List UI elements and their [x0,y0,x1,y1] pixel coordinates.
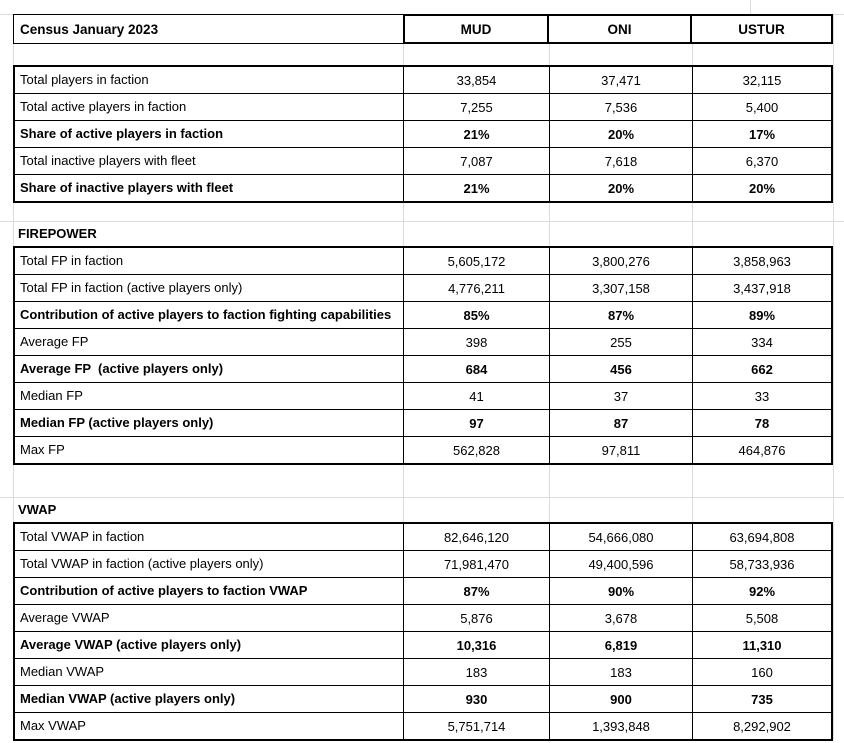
cell-ustur[interactable]: 63,694,808 [692,524,831,550]
cell-oni[interactable]: 37,471 [549,67,692,93]
table-row [15,437,831,463]
cell-oni[interactable]: 183 [549,659,692,685]
row-label[interactable]: Contribution of active players to faction VWAP [20,583,308,598]
row-label[interactable]: Total VWAP in faction [20,529,145,544]
table-section-block [13,522,833,741]
cell-mud[interactable]: 21% [403,121,549,147]
row-label[interactable]: Average VWAP (active players only) [20,637,242,652]
row-label[interactable]: Total active players in faction [20,99,187,114]
cell-oni[interactable]: 90% [549,578,692,604]
cell-oni[interactable]: 6,819 [549,632,692,658]
cell-oni[interactable]: 3,307,158 [549,275,692,301]
row-label[interactable]: Average FP (active players only) [20,361,224,376]
table-row [15,686,831,713]
cell-oni[interactable]: 3,800,276 [549,248,692,274]
table-row [15,632,831,659]
cell-ustur[interactable]: 33 [692,383,831,409]
cell-mud[interactable]: 398 [403,329,549,355]
table-row [15,175,831,201]
row-label[interactable]: Share of active players in faction [20,126,224,141]
cell-mud[interactable]: 5,876 [403,605,549,631]
cell-ustur[interactable]: 160 [692,659,831,685]
cell-ustur[interactable]: 58,733,936 [692,551,831,577]
table-row [15,659,831,686]
cell-mud[interactable]: 41 [403,383,549,409]
cell-oni[interactable]: 54,666,080 [549,524,692,550]
cell-ustur[interactable]: 78 [692,410,831,436]
cell-mud[interactable]: 82,646,120 [403,524,549,550]
row-label[interactable]: Average VWAP [20,610,110,625]
row-label[interactable]: Max FP [20,442,65,457]
row-label[interactable]: Median FP [20,388,83,403]
cell-ustur[interactable]: 334 [692,329,831,355]
cell-mud[interactable]: 85% [403,302,549,328]
cell-oni[interactable]: 37 [549,383,692,409]
table-row [15,578,831,605]
cell-mud[interactable]: 71,981,470 [403,551,549,577]
cell-oni[interactable]: 97,811 [549,437,692,463]
cell-oni[interactable]: 87% [549,302,692,328]
cell-ustur[interactable]: 17% [692,121,831,147]
cell-mud[interactable]: 562,828 [403,437,549,463]
cell-oni[interactable]: 87 [549,410,692,436]
cell-mud[interactable]: 5,605,172 [403,248,549,274]
cell-oni[interactable]: 20% [549,175,692,201]
cell-mud[interactable]: 183 [403,659,549,685]
table-section-block [13,65,833,203]
section-header[interactable]: FIREPOWER [18,226,97,241]
cell-mud[interactable]: 684 [403,356,549,382]
cell-ustur[interactable]: 3,437,918 [692,275,831,301]
table-row [15,524,831,551]
row-label[interactable]: Median VWAP [20,664,105,679]
cell-mud[interactable]: 87% [403,578,549,604]
table-row [15,605,831,632]
cell-ustur[interactable]: 464,876 [692,437,831,463]
cell-oni[interactable]: 7,618 [549,148,692,174]
row-label[interactable]: Median VWAP (active players only) [20,691,236,706]
row-label[interactable]: Average FP [20,334,89,349]
cell-ustur[interactable]: 32,115 [692,67,831,93]
cell-mud[interactable]: 7,255 [403,94,549,120]
cell-ustur[interactable]: 11,310 [692,632,831,658]
row-label[interactable]: Total FP in faction [20,253,124,268]
row-label[interactable]: Median FP (active players only) [20,415,214,430]
table-title[interactable]: Census January 2023 [13,14,403,44]
table-row [15,148,831,175]
table-row [15,94,831,121]
column-header-mud[interactable]: MUD [403,14,549,44]
table-row [15,356,831,383]
cell-ustur[interactable]: 6,370 [692,148,831,174]
table-row [15,551,831,578]
row-label[interactable]: Total inactive players with fleet [20,153,196,168]
cell-oni[interactable]: 7,536 [549,94,692,120]
cell-mud[interactable]: 5,751,714 [403,713,549,739]
section-header[interactable]: VWAP [18,502,57,517]
table-row [15,383,831,410]
cell-oni[interactable]: 1,393,848 [549,713,692,739]
table-section-block [13,246,833,465]
cell-mud[interactable]: 97 [403,410,549,436]
row-label[interactable]: Total players in faction [20,72,149,87]
row-label[interactable]: Contribution of active players to faction fighting capabilities [20,307,392,322]
cell-mud[interactable]: 7,087 [403,148,549,174]
column-header-oni[interactable]: ONI [549,14,692,44]
table-row [15,121,831,148]
cell-ustur[interactable]: 735 [692,686,831,712]
table-row [15,67,831,94]
cell-ustur[interactable]: 20% [692,175,831,201]
cell-mud[interactable]: 930 [403,686,549,712]
cell-ustur[interactable]: 3,858,963 [692,248,831,274]
cell-ustur[interactable]: 5,400 [692,94,831,120]
cell-oni[interactable]: 900 [549,686,692,712]
cell-oni[interactable]: 49,400,596 [549,551,692,577]
cell-oni[interactable]: 456 [549,356,692,382]
row-label[interactable]: Total FP in faction (active players only) [20,280,243,295]
cell-ustur[interactable]: 92% [692,578,831,604]
cell-mud[interactable]: 21% [403,175,549,201]
row-label[interactable]: Max VWAP [20,718,86,733]
column-header-ustur[interactable]: USTUR [692,14,833,44]
cell-mud[interactable]: 33,854 [403,67,549,93]
cell-mud[interactable]: 4,776,211 [403,275,549,301]
cell-oni[interactable]: 20% [549,121,692,147]
row-label[interactable]: Share of inactive players with fleet [20,180,234,195]
row-label[interactable]: Total VWAP in faction (active players only) [20,556,264,571]
cell-oni[interactable]: 255 [549,329,692,355]
cell-ustur[interactable]: 8,292,902 [692,713,831,739]
cell-ustur[interactable]: 5,508 [692,605,831,631]
table-row [15,410,831,437]
table-row [15,713,831,739]
cell-oni[interactable]: 3,678 [549,605,692,631]
gridline-vertical [750,0,751,14]
table-row [15,248,831,275]
table-row [15,329,831,356]
cell-mud[interactable]: 10,316 [403,632,549,658]
table-row [15,302,831,329]
table-row [15,275,831,302]
gridline-vertical [833,14,834,740]
table-header-row [13,14,833,44]
cell-ustur[interactable]: 89% [692,302,831,328]
cell-ustur[interactable]: 662 [692,356,831,382]
